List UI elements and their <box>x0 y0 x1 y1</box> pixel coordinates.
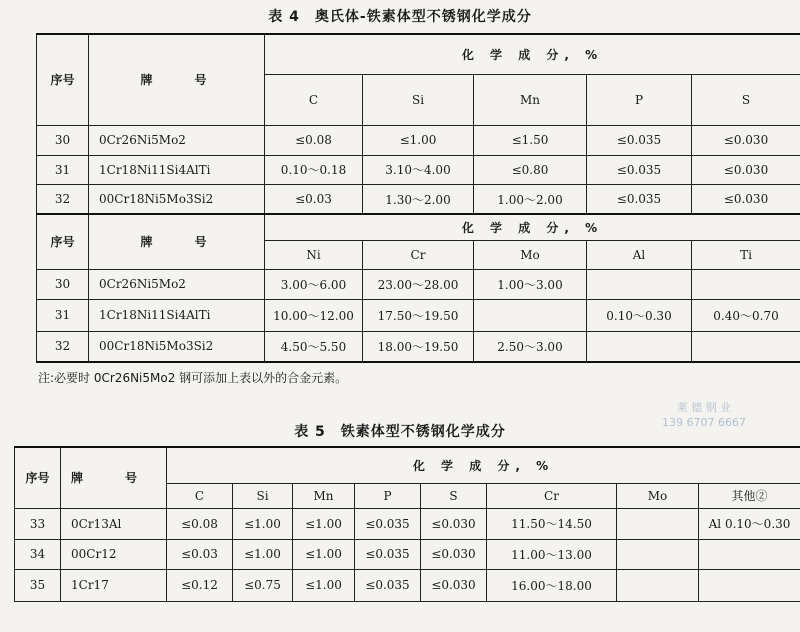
value-cell: 0.10～0.30 <box>587 299 692 331</box>
value-cell: 10.00～12.00 <box>265 299 363 331</box>
table-row <box>15 508 800 539</box>
value-cell: ≤0.035 <box>587 184 692 214</box>
watermark-line: 139 6707 6667 <box>662 416 746 429</box>
element-header: Mn <box>474 74 587 125</box>
value-cell <box>692 269 800 299</box>
table4-composition-b <box>36 213 800 363</box>
table-row <box>15 569 800 601</box>
value-cell: 1.00～3.00 <box>474 269 587 299</box>
table5-title: 表 5 铁素体型不锈钢化学成分 <box>294 424 506 440</box>
table4-footnote: 注:必要时 0Cr26Ni5Mo2 钢可添加上表以外的合金元素。 <box>38 371 348 385</box>
value-cell: 1.00～2.00 <box>474 184 587 214</box>
value-cell: 3.10～4.00 <box>363 155 474 184</box>
value-cell: ≤0.030 <box>421 569 487 601</box>
element-header: Cr <box>487 483 617 508</box>
value-cell <box>699 569 800 601</box>
table-row <box>37 269 800 299</box>
value-cell: ≤0.03 <box>167 539 233 569</box>
value-cell <box>617 539 699 569</box>
value-cell: 0.40～0.70 <box>692 299 800 331</box>
value-cell: 11.00～13.00 <box>487 539 617 569</box>
value-cell: 23.00～28.00 <box>363 269 474 299</box>
value-cell: ≤0.12 <box>167 569 233 601</box>
element-header: S <box>421 483 487 508</box>
table4-composition-a <box>36 33 800 215</box>
value-cell <box>587 269 692 299</box>
composition-header: 化 学 成 分, % <box>265 34 800 74</box>
value-cell: ≤1.00 <box>233 508 293 539</box>
value-cell: ≤0.030 <box>421 508 487 539</box>
value-cell: ≤0.08 <box>265 125 363 155</box>
value-cell: 18.00～19.50 <box>363 331 474 362</box>
element-header: Si <box>363 74 474 125</box>
seq-cell: 32 <box>37 331 89 362</box>
element-header: C <box>167 483 233 508</box>
value-cell: ≤0.035 <box>355 508 421 539</box>
table-row <box>37 299 800 331</box>
element-header: S <box>692 74 800 125</box>
element-header: C <box>265 74 363 125</box>
value-cell: ≤1.00 <box>293 539 355 569</box>
value-cell <box>474 299 587 331</box>
value-cell: 2.50～3.00 <box>474 331 587 362</box>
value-cell: ≤0.030 <box>692 155 800 184</box>
composition-header: 化 学 成 分, % <box>167 447 800 483</box>
grade-cell: 0Cr26Ni5Mo2 <box>89 125 265 155</box>
element-header: Mn <box>293 483 355 508</box>
seq-header: 序号 <box>37 214 89 269</box>
value-cell: Al 0.10～0.30 <box>699 508 800 539</box>
value-cell <box>699 539 800 569</box>
composition-header: 化 学 成 分, % <box>265 214 800 240</box>
grade-header: 牌 号 <box>61 447 167 508</box>
element-header: P <box>587 74 692 125</box>
grade-cell: 0Cr26Ni5Mo2 <box>89 269 265 299</box>
seq-cell: 33 <box>15 508 61 539</box>
value-cell: ≤0.030 <box>692 184 800 214</box>
seq-cell: 31 <box>37 155 89 184</box>
table-row <box>37 331 800 362</box>
watermark-line: 莱 德 钢 业 <box>676 401 732 414</box>
value-cell: 16.00～18.00 <box>487 569 617 601</box>
element-header: Mo <box>617 483 699 508</box>
grade-cell: 00Cr12 <box>61 539 167 569</box>
value-cell: ≤1.00 <box>293 508 355 539</box>
seq-cell: 35 <box>15 569 61 601</box>
grade-cell: 00Cr18Ni5Mo3Si2 <box>89 331 265 362</box>
value-cell: ≤1.00 <box>363 125 474 155</box>
value-cell <box>617 508 699 539</box>
value-cell: ≤0.035 <box>355 569 421 601</box>
element-header: Al <box>587 240 692 269</box>
element-header: Cr <box>363 240 474 269</box>
seq-cell: 32 <box>37 184 89 214</box>
table-row <box>15 539 800 569</box>
seq-cell: 31 <box>37 299 89 331</box>
value-cell: 3.00～6.00 <box>265 269 363 299</box>
element-header: Mo <box>474 240 587 269</box>
value-cell: ≤1.50 <box>474 125 587 155</box>
table-row <box>37 125 800 155</box>
element-header: Si <box>233 483 293 508</box>
value-cell: ≤0.03 <box>265 184 363 214</box>
grade-cell: 1Cr18Ni11Si4AlTi <box>89 299 265 331</box>
value-cell: ≤1.00 <box>293 569 355 601</box>
grade-header: 牌 号 <box>89 34 265 125</box>
value-cell <box>692 331 800 362</box>
seq-header: 序号 <box>37 34 89 125</box>
value-cell: ≤0.035 <box>587 155 692 184</box>
grade-cell: 0Cr13Al <box>61 508 167 539</box>
table4-title: 表 4 奥氏体-铁素体型不锈钢化学成分 <box>268 9 532 25</box>
value-cell: ≤0.035 <box>587 125 692 155</box>
grade-cell: 1Cr18Ni11Si4AlTi <box>89 155 265 184</box>
value-cell <box>587 331 692 362</box>
value-cell: ≤1.00 <box>233 539 293 569</box>
element-header: Ti <box>692 240 800 269</box>
element-header: Ni <box>265 240 363 269</box>
value-cell: 11.50～14.50 <box>487 508 617 539</box>
grade-cell: 1Cr17 <box>61 569 167 601</box>
element-header: 其他② <box>699 483 800 508</box>
value-cell: 17.50～19.50 <box>363 299 474 331</box>
value-cell: ≤0.75 <box>233 569 293 601</box>
seq-cell: 30 <box>37 125 89 155</box>
seq-cell: 34 <box>15 539 61 569</box>
table-row <box>37 184 800 214</box>
table5-composition <box>14 446 800 602</box>
grade-cell: 00Cr18Ni5Mo3Si2 <box>89 184 265 214</box>
value-cell: ≤0.80 <box>474 155 587 184</box>
value-cell <box>617 569 699 601</box>
element-header: P <box>355 483 421 508</box>
seq-cell: 30 <box>37 269 89 299</box>
value-cell: 1.30～2.00 <box>363 184 474 214</box>
value-cell: ≤0.030 <box>421 539 487 569</box>
value-cell: 0.10～0.18 <box>265 155 363 184</box>
grade-header: 牌 号 <box>89 214 265 269</box>
table-row <box>37 155 800 184</box>
value-cell: 4.50～5.50 <box>265 331 363 362</box>
value-cell: ≤0.035 <box>355 539 421 569</box>
value-cell: ≤0.08 <box>167 508 233 539</box>
seq-header: 序号 <box>15 447 61 508</box>
value-cell: ≤0.030 <box>692 125 800 155</box>
